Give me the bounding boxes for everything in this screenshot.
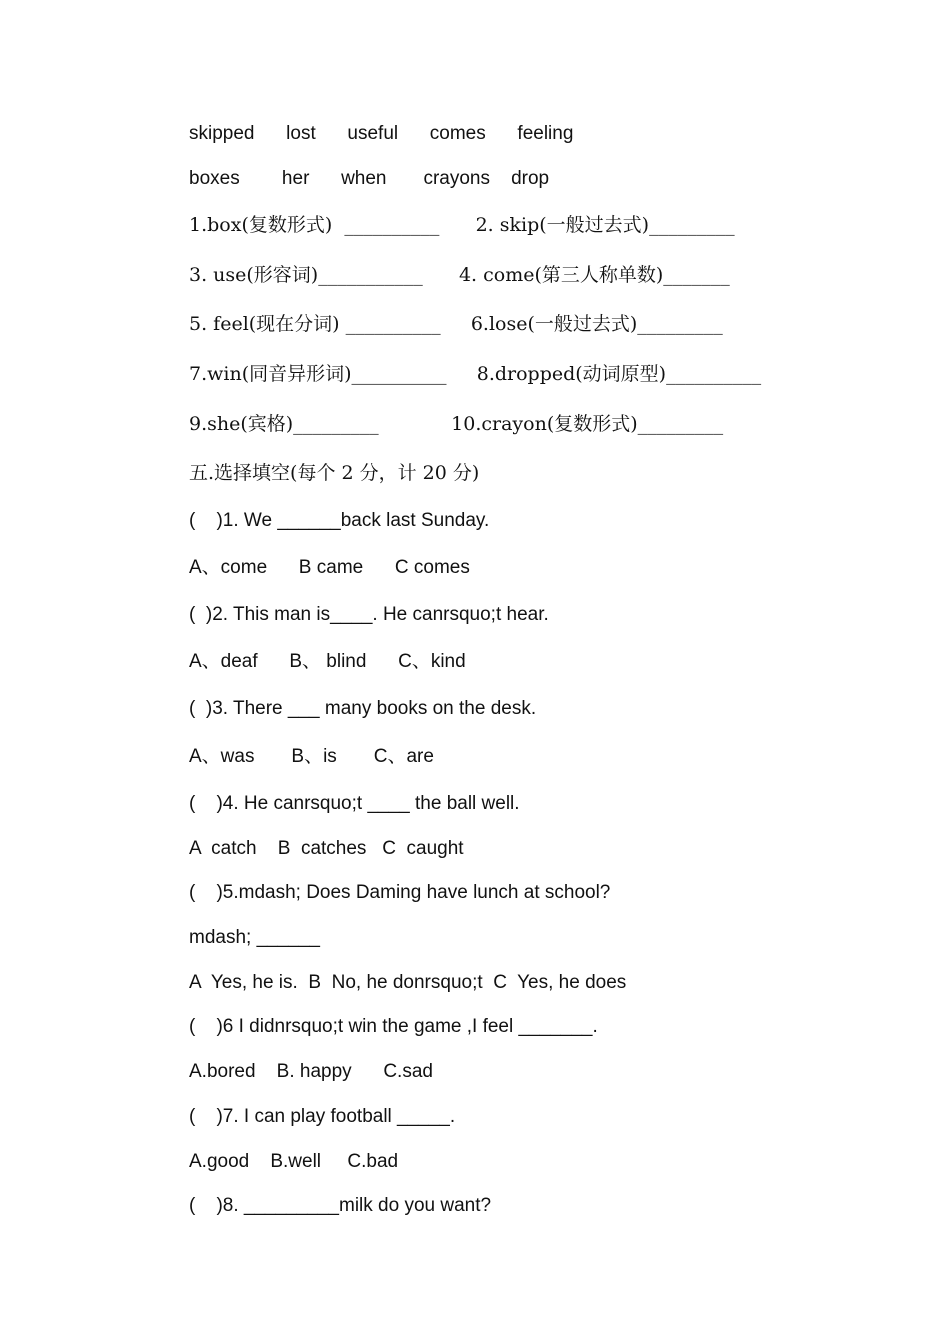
word-form-item: 3. use(形容词)___________ 4. come(第三人称单数)_______: [189, 264, 730, 286]
question-line: ( )2. This man is____. He canrsquo;t hear.: [189, 604, 549, 625]
dialogue-response-line: mdash; ______: [189, 927, 320, 948]
word-bank-row-2: boxes her when crayons drop: [189, 168, 550, 189]
word-bank-row-1: skipped lost useful comes feeling: [189, 123, 574, 144]
question-line: ( )5.mdash; Does Daming have lunch at school?: [189, 882, 611, 903]
word-form-item: 9.she(宾格)_________ 10.crayon(复数形式)_________: [189, 413, 724, 435]
question-line: ( )3. There ___ many books on the desk.: [189, 698, 537, 719]
options-line: A.good B.well C.bad: [189, 1151, 399, 1172]
options-line: A、come B came C comes: [189, 557, 470, 578]
word-form-item: 5. feel(现在分词) __________ 6.lose(一般过去式)_________: [189, 313, 723, 335]
question-line: ( )7. I can play football _____.: [189, 1106, 456, 1127]
question-line: ( )6 I didnrsquo;t win the game ,I feel _______.: [189, 1016, 598, 1037]
question-line: ( )8. _________milk do you want?: [189, 1195, 492, 1216]
word-form-item: 7.win(同音异形词)__________ 8.dropped(动词原型)__________: [189, 363, 762, 385]
options-line: A Yes, he is. B No, he donrsquo;t C Yes, he does: [189, 972, 627, 993]
question-line: ( )1. We ______back last Sunday.: [189, 510, 490, 531]
options-line: A、was B、is C、are: [189, 746, 434, 767]
word-form-item: 1.box(复数形式) __________ 2. skip(一般过去式)_________: [189, 214, 735, 236]
options-line: A catch B catches C caught: [189, 838, 464, 859]
options-line: A、deaf B、 blind C、kind: [189, 651, 466, 672]
question-line: ( )4. He canrsquo;t ____ the ball well.: [189, 793, 520, 814]
section-heading: 五.选择填空(每个 2 分，计 20 分): [189, 462, 480, 484]
options-line: A.bored B. happy C.sad: [189, 1061, 433, 1082]
